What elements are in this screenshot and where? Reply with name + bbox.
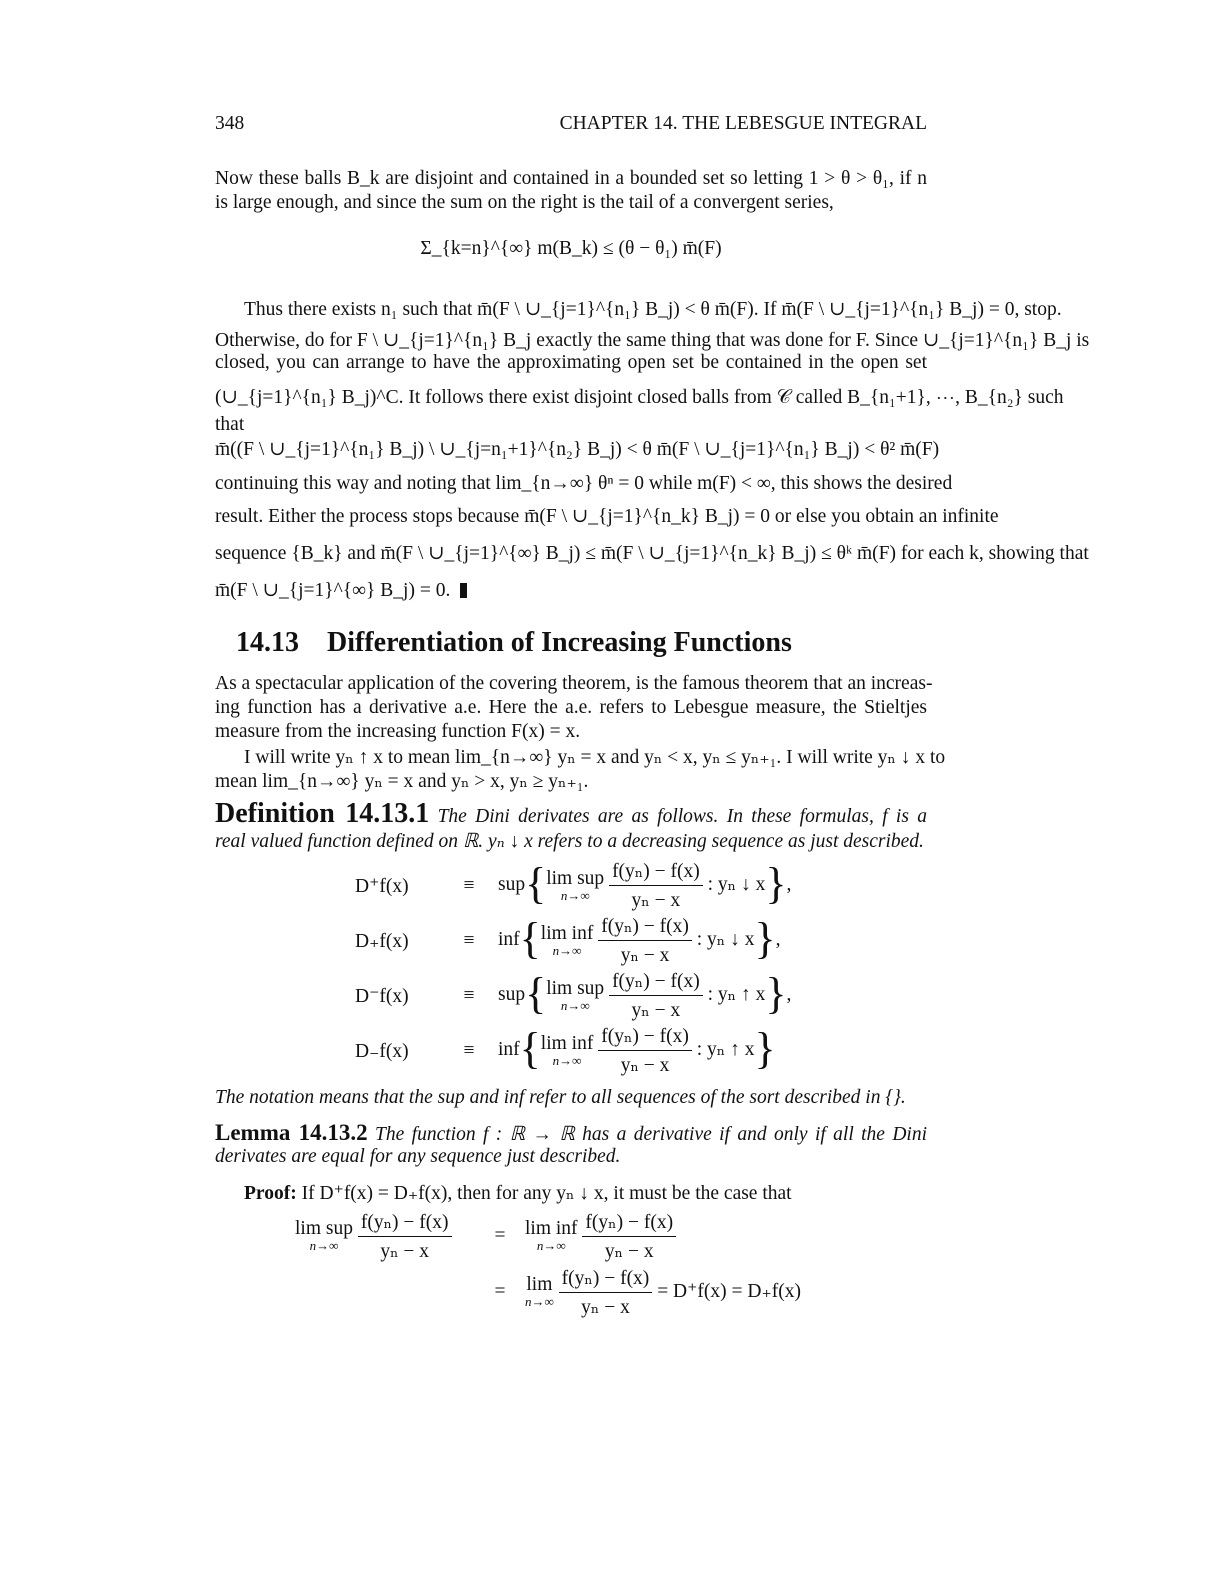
lemma-label: Lemma 14.13.2 bbox=[215, 1120, 368, 1145]
equation-nested: m̄((F \ ∪_{j=1}^{n₁} B_j) \ ∪_{j=n₁+1}^{n₂} B_j) < θ m̄(F \ ∪_{j=1}^{n₁} B_j) < θ² m̄(F) bbox=[215, 439, 940, 460]
lim-op: lim sup n→∞ bbox=[546, 977, 605, 1013]
sequence-condition: : yₙ ↑ x bbox=[707, 983, 766, 1005]
right-brace: } bbox=[754, 1023, 776, 1073]
page-number: 348 bbox=[215, 113, 245, 134]
lim-op: lim sup n→∞ bbox=[546, 867, 605, 903]
difference-quotient: $\frac{\text{f(yₙ) − f(x)}}{\text{yₙ − x}}$ bbox=[358, 1210, 452, 1263]
left-brace: { bbox=[525, 968, 547, 1018]
row-trailing-punct: , bbox=[786, 873, 792, 895]
definition-line-2: real valued function defined on ℝ. yₙ ↓ x refers to a decreasing sequence as just described. bbox=[215, 831, 924, 852]
derivate-definition bbox=[498, 858, 791, 913]
proof-eq-row-2 bbox=[295, 1264, 801, 1320]
liminf-op: lim inf n→∞ bbox=[525, 1218, 578, 1253]
thus-line-5: that bbox=[215, 414, 245, 435]
outer-op: sup bbox=[498, 873, 526, 895]
thus-line-1: Thus there exists n₁ such that m̄(F \ ∪_{j=1}^{n₁} B_j) < θ m̄(F). If m̄(F \ ∪_{j=1}^{n₁} B_j) = 0, stop. bbox=[244, 299, 1062, 320]
difference-quotient: $\frac{\text{f(yₙ) − f(x)}}{\text{yₙ − x}}$ bbox=[609, 859, 703, 912]
continue-line-4-text: m̄(F \ ∪_{j=1}^{∞} B_j) = 0. bbox=[215, 580, 451, 601]
section-line-4: I will write yₙ ↑ x to mean lim_{n→∞} yₙ = x and yₙ < x, yₙ ≤ yₙ₊₁. I will write yₙ ↓ x to bbox=[244, 747, 946, 768]
derivate-symbol: D⁺f(x) bbox=[355, 875, 409, 897]
thus-line-3: closed, you can arrange to have the approximating open set be contained in the open set bbox=[215, 352, 927, 373]
section-title: Differentiation of Increasing Functions bbox=[327, 627, 792, 658]
proof-line bbox=[244, 1181, 792, 1205]
section-line-2: ing function has a derivative a.e. Here the a.e. refers to Lebesgue measure, the Stieltjes bbox=[215, 697, 927, 718]
section-number: 14.13 bbox=[236, 627, 299, 658]
proof-text: If D⁺f(x) = D₊f(x), then for any yₙ ↓ x, it must be the case that bbox=[301, 1183, 792, 1204]
dini-derivate-row bbox=[355, 913, 791, 968]
continue-line-4 bbox=[215, 578, 467, 602]
definition-note: The notation means that the sup and inf refer to all sequences of the sort described in {}. bbox=[215, 1087, 906, 1108]
row-trailing-punct: , bbox=[775, 928, 781, 950]
equals-sign: = bbox=[494, 1281, 506, 1302]
lim-op: lim inf n→∞ bbox=[540, 1032, 594, 1068]
section-line-3: measure from the increasing function F(x) = x. bbox=[215, 721, 581, 742]
definition-label: Definition 14.13.1 bbox=[215, 798, 430, 829]
derivate-symbol: D⁻f(x) bbox=[355, 985, 409, 1007]
left-brace: { bbox=[525, 858, 547, 908]
left-brace: { bbox=[519, 913, 541, 963]
section-line-1: As a spectacular application of the covering theorem, is the famous theorem that an increas- bbox=[215, 673, 933, 694]
lemma-text-1: The function f : ℝ → ℝ has a derivative if and only if all the Dini bbox=[375, 1124, 928, 1145]
dini-derivate-row bbox=[355, 858, 791, 913]
equiv-sign: ≡ bbox=[463, 984, 475, 1006]
qed-icon bbox=[460, 583, 467, 598]
lim-op: lim inf n→∞ bbox=[540, 922, 594, 958]
thus-line-4: (∪_{j=1}^{n₁} B_j)^C. It follows there exist disjoint closed balls from 𝒞 called B_{n₁+1}, ⋯, B_{n₂} such bbox=[215, 387, 1064, 408]
proof-eq-tail: = D⁺f(x) = D₊f(x) bbox=[657, 1280, 802, 1302]
dini-derivate-row bbox=[355, 1023, 791, 1078]
continue-line-3: sequence {B_k} and m̄(F \ ∪_{j=1}^{∞} B_j) ≤ m̄(F \ ∪_{j=1}^{n_k} B_j) ≤ θᵏ m̄(F) for each k, showing that bbox=[215, 543, 1089, 564]
dini-derivate-row bbox=[355, 968, 791, 1023]
equiv-sign: ≡ bbox=[463, 874, 475, 896]
sequence-condition: : yₙ ↓ x bbox=[696, 928, 755, 950]
running-head: CHAPTER 14. THE LEBESGUE INTEGRAL bbox=[559, 113, 927, 134]
lemma-line-1 bbox=[215, 1120, 927, 1146]
continue-line-2: result. Either the process stops because m̄(F \ ∪_{j=1}^{n_k} B_j) = 0 or else you obtain an infinite bbox=[215, 506, 999, 527]
equiv-sign: ≡ bbox=[463, 1039, 475, 1061]
difference-quotient: $\frac{\text{f(yₙ) − f(x)}}{\text{yₙ − x}}$ bbox=[559, 1266, 653, 1319]
derivate-symbol: D₊f(x) bbox=[355, 930, 409, 952]
intro-line-2: is large enough, and since the sum on the right is the tail of a convergent series, bbox=[215, 192, 834, 213]
definition-line-1 bbox=[215, 798, 927, 830]
difference-quotient: $\frac{\text{f(yₙ) − f(x)}}{\text{yₙ − x}}$ bbox=[609, 969, 703, 1022]
dini-derivates-table bbox=[355, 858, 791, 1078]
intro-line-1: Now these balls B_k are disjoint and contained in a bounded set so letting 1 > θ > θ₁, if n bbox=[215, 168, 927, 189]
right-brace: } bbox=[754, 913, 776, 963]
proof-eq-rhs bbox=[525, 1264, 801, 1320]
equiv-sign: ≡ bbox=[463, 929, 475, 951]
proof-eq-row-1 bbox=[295, 1208, 801, 1264]
section-line-5: mean lim_{n→∞} yₙ = x and yₙ > x, yₙ ≥ yₙ₊₁. bbox=[215, 771, 589, 792]
sequence-condition: : yₙ ↓ x bbox=[707, 873, 766, 895]
lemma-line-2: derivates are equal for any sequence just described. bbox=[215, 1146, 621, 1167]
right-brace: } bbox=[765, 968, 787, 1018]
difference-quotient: $\frac{\text{f(yₙ) − f(x)}}{\text{yₙ − x}}$ bbox=[582, 1210, 676, 1263]
derivate-symbol: D₋f(x) bbox=[355, 1040, 409, 1062]
sequence-condition: : yₙ ↑ x bbox=[696, 1038, 755, 1060]
difference-quotient: $\frac{\text{f(yₙ) − f(x)}}{\text{yₙ − x}}$ bbox=[598, 1024, 692, 1077]
row-trailing-punct: , bbox=[786, 983, 792, 1005]
outer-op: inf bbox=[498, 1038, 520, 1060]
equals-sign: = bbox=[494, 1225, 506, 1246]
continue-line-1: continuing this way and noting that lim_{n→∞} θⁿ = 0 while m(F) < ∞, this shows the desired bbox=[215, 473, 953, 494]
outer-op: sup bbox=[498, 983, 526, 1005]
right-brace: } bbox=[765, 858, 787, 908]
left-brace: { bbox=[519, 1023, 541, 1073]
outer-op: inf bbox=[498, 928, 520, 950]
proof-label: Proof: bbox=[244, 1183, 297, 1204]
proof-eq-rhs bbox=[525, 1208, 801, 1264]
thus-line-2: Otherwise, do for F \ ∪_{j=1}^{n₁} B_j exactly the same thing that was done for F. Since ∪_{j=1}^{n₁} B_j is bbox=[215, 330, 1090, 351]
equation-sum: Σ_{k=n}^{∞} m(B_k) ≤ (θ − θ₁) m̄(F) bbox=[420, 238, 722, 259]
limsup-op: lim sup n→∞ bbox=[295, 1218, 353, 1253]
difference-quotient: $\frac{\text{f(yₙ) − f(x)}}{\text{yₙ − x}}$ bbox=[598, 914, 692, 967]
derivate-definition bbox=[498, 913, 791, 968]
proof-equations bbox=[295, 1208, 801, 1320]
derivate-definition bbox=[498, 968, 791, 1023]
lim-op: lim n→∞ bbox=[525, 1274, 554, 1309]
derivate-definition bbox=[498, 1023, 791, 1078]
proof-eq-lhs bbox=[295, 1208, 475, 1264]
definition-text-1: The Dini derivates are as follows. In these formulas, f is a bbox=[437, 806, 928, 827]
section-heading bbox=[236, 627, 820, 659]
